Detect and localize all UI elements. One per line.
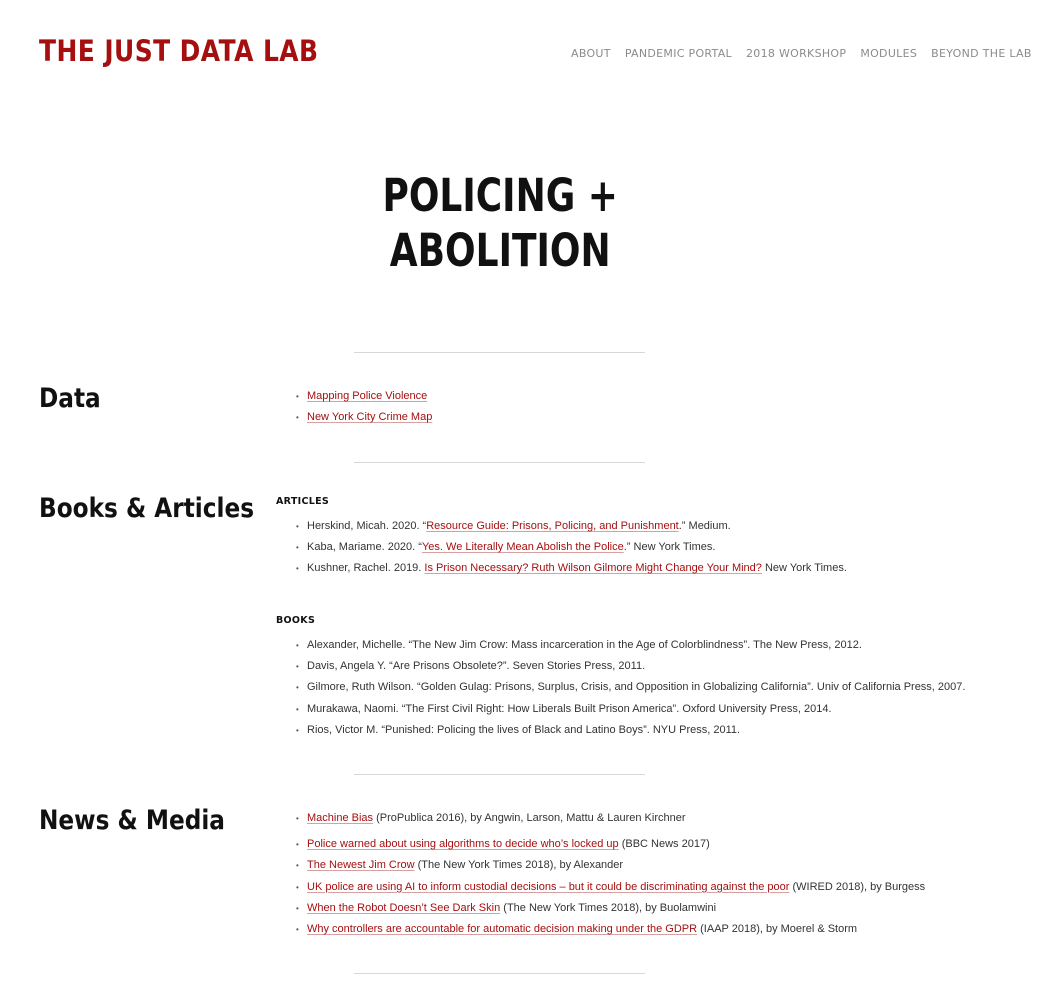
link-mapping-police-violence[interactable]: Mapping Police Violence (307, 390, 428, 402)
list-item (296, 898, 925, 919)
news-link[interactable]: The Newest Jim Crow (307, 859, 415, 872)
news-source: (IAAP 2018), by Moerel & Storm (697, 923, 858, 936)
list-item: • Rios, Victor M. “Punished: Policing the lives of Black and Latino Boys”. NYU Press, 2011. (296, 720, 965, 741)
news-link[interactable]: Police warned about using algorithms to decide who’s locked up (307, 838, 619, 851)
citation-text: .” Medium. (678, 520, 731, 532)
list-item: • Murakawa, Naomi. “The First Civil Right: How Liberals Built Prison America”. Oxford University Press, 2014. (296, 699, 965, 720)
nav-about[interactable]: ABOUT (571, 47, 611, 60)
news-link[interactable]: Machine Bias (307, 812, 374, 824)
list-item (296, 516, 847, 537)
section-divider (354, 973, 645, 974)
nav-2018-workshop[interactable]: 2018 WORKSHOP (745, 47, 847, 60)
news-source: (BBC News 2017) (618, 838, 710, 851)
site-logo[interactable]: THE JUST DATA LAB (39, 34, 319, 68)
list-item (296, 855, 925, 876)
section-heading-news-media: News & Media (39, 805, 225, 836)
list-item (296, 919, 925, 940)
citation-text: New York Times. (761, 562, 847, 575)
main-nav (571, 47, 1046, 60)
news-list (296, 808, 925, 940)
data-list (296, 386, 432, 428)
books-list (296, 635, 965, 741)
nav-pandemic-portal[interactable]: PANDEMIC PORTAL (624, 47, 732, 60)
list-item (296, 407, 432, 428)
list-item (296, 834, 925, 855)
citation-text: Kaba, Mariame. 2020. “ (307, 541, 422, 554)
list-item: • Davis, Angela Y. “Are Prisons Obsolete?”. Seven Stories Press, 2011. (296, 656, 965, 677)
list-item: • Alexander, Michelle. “The New Jim Crow: Mass incarceration in the Age of Colorblindness”. The New Press, 2012. (296, 635, 965, 656)
news-source: (WIRED 2018), by Burgess (789, 880, 926, 893)
articles-list (296, 516, 847, 580)
articles-subheading: ARTICLES (276, 496, 330, 507)
list-item (296, 386, 432, 407)
site-header (0, 0, 1032, 110)
section-heading-data: Data (39, 383, 101, 414)
news-source: (The New York Times 2018), by Alexander (414, 859, 624, 872)
page-title-line-2: ABOLITION (389, 224, 611, 277)
books-subheading: BOOKS (276, 615, 316, 626)
section-divider (354, 352, 645, 353)
news-link[interactable]: UK police are using AI to inform custodial decisions – but it could be discriminating against the poor (307, 880, 790, 893)
list-item (296, 877, 925, 898)
list-item: • Gilmore, Ruth Wilson. “Golden Gulag: Prisons, Surplus, Crisis, and Opposition in Globalizing California”. Univ of California Press, 2007. (296, 677, 965, 698)
page-title-line-1: POLICING + (382, 169, 618, 222)
nav-beyond-the-lab[interactable]: BEYOND THE LAB (931, 47, 1032, 60)
citation-text: .” New York Times. (623, 541, 716, 554)
citation-text: Kushner, Rachel. 2019. (307, 562, 425, 575)
list-item (296, 537, 847, 558)
page-title (0, 168, 1000, 278)
section-heading-books-articles: Books & Articles (39, 493, 255, 524)
article-link[interactable]: Resource Guide: Prisons, Policing, and Punishment (426, 520, 679, 532)
news-link[interactable]: Why controllers are accountable for automatic decision making under the GDPR (307, 923, 698, 936)
article-link[interactable]: Is Prison Necessary? Ruth Wilson Gilmore Might Change Your Mind? (424, 562, 762, 575)
citation-text: Herskind, Micah. 2020. “ (307, 520, 427, 532)
nav-modules[interactable]: MODULES (860, 47, 918, 60)
list-item (296, 808, 925, 829)
news-source: (The New York Times 2018), by Buolamwini (500, 901, 717, 914)
link-nyc-crime-map[interactable]: New York City Crime Map (307, 411, 433, 424)
list-item (296, 558, 847, 579)
section-divider (354, 462, 645, 463)
news-source: (ProPublica 2016), by Angwin, Larson, Mattu & Lauren Kirchner (373, 812, 686, 824)
news-link[interactable]: When the Robot Doesn’t See Dark Skin (307, 901, 501, 914)
article-link[interactable]: Yes. We Literally Mean Abolish the Police (421, 541, 624, 554)
section-divider (354, 774, 645, 775)
